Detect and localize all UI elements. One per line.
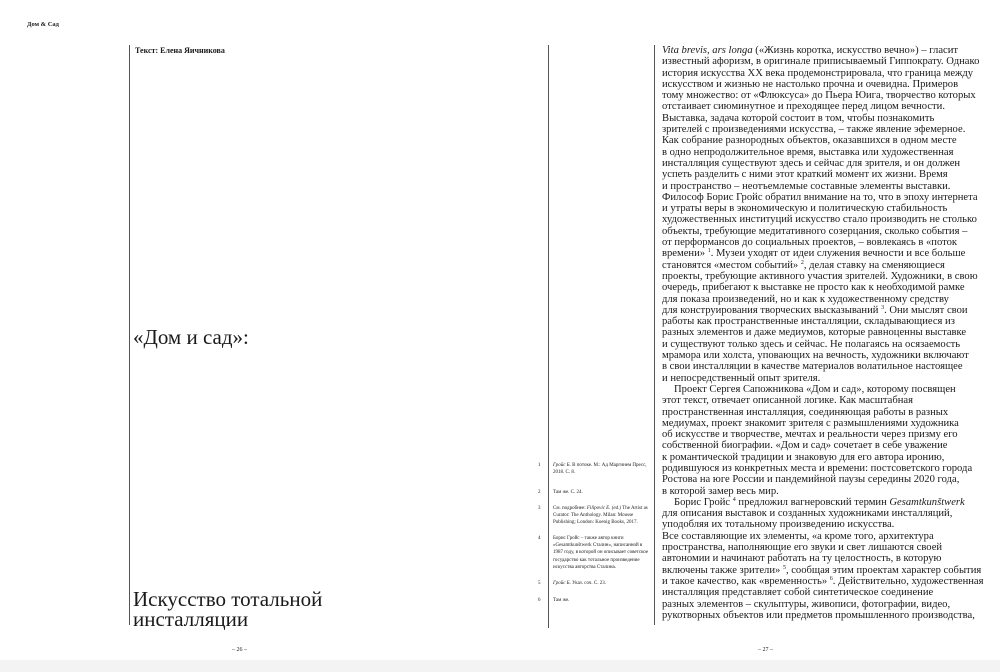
text-segment: собственной биографии. «Дом и сад» сочетает в себе уважение bbox=[662, 440, 948, 452]
text-segment: Выставка, задача которой состоит в том, чтобы познакомить bbox=[662, 112, 935, 124]
text-segment: Проект Сергея Сапожникова «Дом и сад», которому посвящен bbox=[674, 383, 956, 395]
footnote-ref: 2 bbox=[800, 259, 804, 266]
footnote-ref: 3 bbox=[881, 304, 885, 311]
text-segment: объекты, требующие медитативного созерцания, сколько события – bbox=[662, 225, 968, 237]
text-segment: Все составляющие их элементы, «а кроме того, архитектура bbox=[662, 530, 934, 542]
text-line bbox=[662, 203, 996, 214]
text-line bbox=[662, 542, 996, 553]
text-segment: для конструирования творческих высказываний bbox=[662, 304, 882, 316]
footnote-segment: Filipovic E. (ed.) bbox=[586, 506, 622, 511]
footnote-text bbox=[553, 489, 649, 496]
footnote-text bbox=[553, 505, 649, 527]
text-segment: искусством и жизнью не настолько прочна и очевидна. Примеров bbox=[662, 78, 959, 90]
text-segment: Gesamtkunštwerk bbox=[889, 496, 965, 508]
footnote-number: 6 bbox=[538, 598, 541, 603]
text-segment: известный афоризм, в оригинале приписываемый Гиппократу. Однако bbox=[662, 56, 980, 68]
text-segment: и существуют только здесь и сейчас. Не полагаясь на осязаемость bbox=[662, 338, 961, 350]
text-segment: к романтической традиции и знаковую для его автора иронию, bbox=[662, 451, 945, 463]
text-line bbox=[662, 226, 996, 237]
text-line bbox=[662, 452, 996, 463]
text-segment: и такое качество, как «временность» bbox=[662, 575, 830, 587]
text-line bbox=[662, 531, 996, 542]
text-line bbox=[662, 237, 996, 248]
text-segment: медиумах, проект знакомит зрителя с размышлениями художника bbox=[662, 417, 959, 429]
article-body bbox=[662, 45, 996, 621]
text-segment: для описания выставок и созданных художниками инсталляций, bbox=[662, 508, 953, 520]
footnote-ref: 4 bbox=[732, 496, 736, 503]
text-line bbox=[662, 45, 996, 56]
text-line bbox=[662, 395, 996, 406]
text-line bbox=[662, 271, 996, 282]
footnote-segment: Указ. соч. С. 23. bbox=[570, 581, 606, 586]
footnote-number: 5 bbox=[538, 581, 541, 586]
text-line bbox=[662, 158, 996, 169]
page-number-left: – 26 – bbox=[232, 647, 247, 653]
text-segment: , сообщая этим проектам характер события bbox=[785, 564, 982, 576]
text-segment: , делая ставку на сменяющиеся bbox=[803, 259, 945, 271]
text-line bbox=[662, 135, 996, 146]
text-line bbox=[662, 587, 996, 598]
text-segment: («Жизнь коротка, искусство вечно») – гласит bbox=[752, 45, 959, 56]
text-line bbox=[662, 407, 996, 418]
text-line bbox=[662, 248, 996, 259]
text-segment: включены также зрители» bbox=[662, 564, 783, 576]
text-line bbox=[662, 429, 996, 440]
text-segment: инсталляция представляет собой синтетическое соединение bbox=[662, 587, 934, 599]
text-line bbox=[662, 508, 996, 519]
text-segment: инсталляция существуют здесь и сейчас для зрителя, и он должен bbox=[662, 157, 961, 169]
text-line bbox=[662, 576, 996, 587]
text-segment: история искусства XX века продемонстрировала, что граница между bbox=[662, 67, 974, 79]
footnote-segment: См. подробнее: bbox=[553, 506, 587, 511]
text-segment: Ростова на юге России и пандемийной паузы середины 2020 года, bbox=[662, 474, 960, 486]
footnote-number: 1 bbox=[538, 463, 541, 468]
text-line bbox=[662, 101, 996, 112]
text-line bbox=[662, 384, 996, 395]
footnote-segment: The Artist as Curator: The Anthology. Milan: Mousse Publishing; London: Koenig Books, 2017. bbox=[553, 506, 648, 526]
text-segment: времени» bbox=[662, 248, 708, 260]
footnote-segment: Там же. bbox=[553, 598, 570, 603]
text-segment: Философ Борис Гройс обратил внимание на то, что в эпоху интернета bbox=[662, 191, 978, 203]
author-byline: Текст: Елена Яичникова bbox=[135, 46, 225, 55]
article-title-part2 bbox=[133, 589, 322, 629]
text-line bbox=[662, 181, 996, 192]
footnote-text bbox=[553, 535, 649, 571]
text-segment: отстаивает сиюминутное и преходящее перед лицом вечности. bbox=[662, 101, 945, 113]
text-line bbox=[662, 282, 996, 293]
text-line bbox=[662, 79, 996, 90]
text-segment: от перформансов до социальных проектов, – вовлекаясь в «поток bbox=[662, 237, 958, 249]
text-line bbox=[662, 565, 996, 576]
footnote-ref: 6 bbox=[829, 575, 833, 582]
title-line: инсталляции bbox=[133, 607, 249, 631]
text-segment: разных элементов и даже медиумов, которые равноценны выставке bbox=[662, 327, 967, 339]
text-line bbox=[662, 519, 996, 530]
footnote-text bbox=[553, 597, 649, 604]
text-line bbox=[662, 599, 996, 610]
article-title-part1: «Дом и сад»: bbox=[133, 325, 249, 349]
text-segment: . Действительно, художественная bbox=[832, 575, 984, 587]
footnote-segment: Гройс Б. bbox=[553, 581, 571, 586]
text-line bbox=[662, 294, 996, 305]
text-line bbox=[662, 440, 996, 451]
text-line bbox=[662, 361, 996, 372]
text-line bbox=[662, 474, 996, 485]
text-line bbox=[662, 169, 996, 180]
text-line bbox=[662, 486, 996, 497]
text-line bbox=[662, 316, 996, 327]
footnote-segment: Гройс Б. bbox=[553, 463, 571, 468]
text-line bbox=[662, 339, 996, 350]
text-line bbox=[662, 463, 996, 474]
text-segment: зрителей с произведениями искусства, – также явление эфемерное. bbox=[662, 124, 966, 136]
page-number-right: – 27 – bbox=[758, 647, 773, 653]
text-line bbox=[662, 90, 996, 101]
text-segment: и пространство – неотъемлемые составные элементы выставки. bbox=[662, 180, 951, 192]
text-segment: работы как пространственные инсталляции, складывающиеся из bbox=[662, 316, 955, 328]
text-segment: пространства, наполняющие его звуки и свет лишаются своей bbox=[662, 542, 943, 554]
text-line bbox=[662, 214, 996, 225]
text-segment: . Музеи уходят от идеи служения вечности и все больше bbox=[710, 248, 966, 260]
footnote-ref: 1 bbox=[707, 248, 711, 255]
text-segment: проекты, требующие активного участия зрителей. Художники, в свою bbox=[662, 270, 978, 282]
title-line: Искусство тотальной bbox=[133, 587, 323, 611]
footnote-text bbox=[553, 580, 649, 587]
text-segment: предложил вагнеровский термин bbox=[735, 496, 890, 508]
text-line bbox=[662, 497, 996, 508]
left-column-rule bbox=[129, 45, 130, 625]
text-segment: в одно непродолжительное время, выставка или художественная bbox=[662, 146, 954, 158]
text-line bbox=[662, 553, 996, 564]
text-segment: в которой замер весь мир. bbox=[662, 485, 779, 497]
text-segment: разных элементов – скульптуры, живописи, фотографии, видео, bbox=[662, 598, 951, 610]
running-head: Дом & Сад bbox=[27, 21, 59, 28]
text-segment: автономии и начинают работать на ту целостность, в которую bbox=[662, 553, 942, 565]
text-segment: Vita brevis, ars longa bbox=[662, 45, 753, 56]
footnote-number: 3 bbox=[538, 506, 541, 511]
footnote-text bbox=[553, 462, 649, 476]
text-line bbox=[662, 56, 996, 67]
footnote-segment: Борис Гройс – также автор книги «Gesamtkunštwerk Сталин», написанной в 1987 году, в которой он описывает советское государство как тотальное произведение искусства авторства Сталина. bbox=[553, 536, 649, 570]
text-segment: очередь, прибегают к выставке не просто как к необходимой рамке bbox=[662, 282, 965, 294]
text-line bbox=[662, 124, 996, 135]
text-line bbox=[662, 327, 996, 338]
text-segment: об искусстве и творчестве, мечтах и реальности через призму его bbox=[662, 429, 958, 441]
right-column-rule bbox=[654, 45, 655, 625]
text-line bbox=[662, 147, 996, 158]
text-line bbox=[662, 610, 996, 621]
text-line bbox=[662, 305, 996, 316]
text-segment: мрамора или холста, уповающих на вечность, художники включают bbox=[662, 350, 969, 362]
text-line bbox=[662, 260, 996, 271]
footnote-number: 2 bbox=[538, 490, 541, 495]
text-line bbox=[662, 373, 996, 384]
text-segment: Борис Гройс bbox=[674, 496, 733, 508]
text-segment: в свои инсталляции в качестве материалов волатильное настоящее bbox=[662, 361, 963, 373]
footnote-ref: 5 bbox=[782, 564, 786, 571]
text-line bbox=[662, 192, 996, 203]
text-segment: рукотворных объектов или предметов промышленного производства, bbox=[662, 609, 975, 621]
text-segment: становятся «местом событий» bbox=[662, 259, 801, 271]
text-line bbox=[662, 113, 996, 124]
text-segment: уподобляя их тотальному произведению искусства. bbox=[662, 519, 895, 531]
text-line bbox=[662, 350, 996, 361]
text-segment: для показа произведений, но и как к художественному средству bbox=[662, 293, 949, 305]
text-segment: пространственная инсталляция, соединяющая работы в разных bbox=[662, 406, 949, 418]
footnote-column-rule bbox=[548, 45, 549, 628]
text-segment: и утраты веры в экономическую и политическую стабильность bbox=[662, 203, 948, 215]
footnote-number: 4 bbox=[538, 536, 541, 541]
footnote-segment: Там же. С. 24. bbox=[553, 490, 583, 495]
footnote-segment: В потоке. М.: Ад Маргинем Пресс, 2018. С. 8. bbox=[553, 463, 647, 476]
text-segment: тому множество: от «Флюксуса» до Пьера Юига, творчество которых bbox=[662, 90, 976, 102]
text-segment: успеть разделить с ними этот краткий момент их жизни. Время bbox=[662, 169, 948, 181]
text-segment: . Они мыслят свои bbox=[884, 304, 968, 316]
text-segment: родившуюся из конкретных места и времени: постсоветского города bbox=[662, 462, 973, 474]
text-line bbox=[662, 68, 996, 79]
text-line bbox=[662, 418, 996, 429]
text-segment: художественных институций искусство стало производить не столько bbox=[662, 214, 977, 226]
text-segment: Как собрание разнородных объектов, оказавшихся в одном месте bbox=[662, 135, 957, 147]
text-segment: и непосредственный опыт зрителя. bbox=[662, 372, 821, 384]
bottom-band bbox=[0, 660, 1000, 672]
text-segment: этот текст, отвечает описанной логике. Как масштабная bbox=[662, 395, 914, 407]
